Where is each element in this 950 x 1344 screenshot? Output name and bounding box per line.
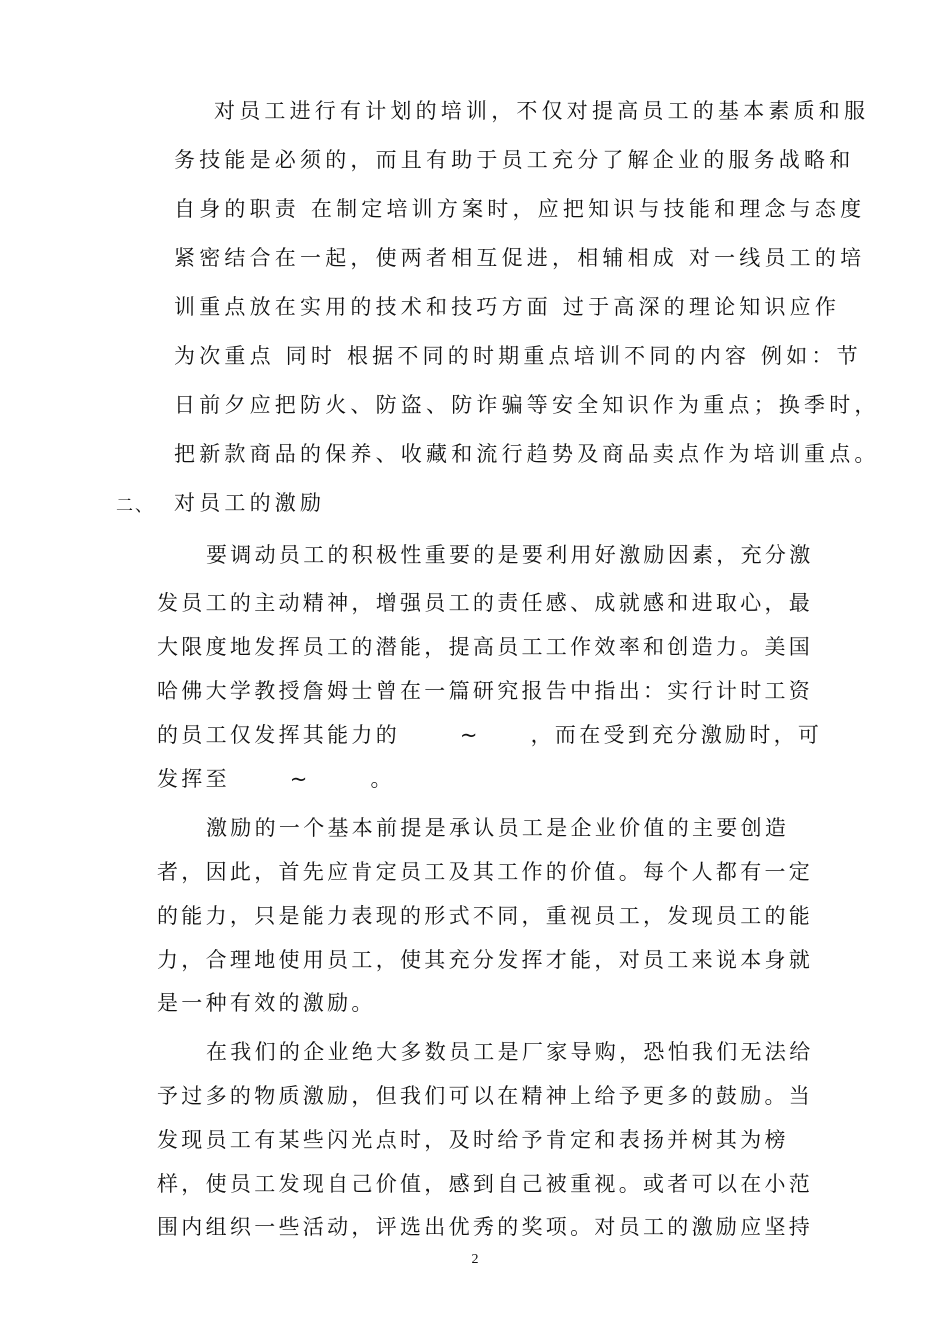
paragraph-line: 紧密结合在一起，使两者相互促进，相辅相成 对一线员工的培	[174, 246, 866, 270]
paragraph-line: 要调动员工的积极性重要的是要利用好激励因素，充分激	[206, 543, 814, 567]
section-number: 二、	[116, 496, 154, 516]
paragraph-line: 激励的一个基本前提是承认员工是企业价值的主要创造	[206, 816, 790, 840]
paragraph-line: 为次重点 同时 根据不同的时期重点培训不同的内容 例如：节	[174, 344, 862, 368]
paragraph-line: 的能力，只是能力表现的形式不同，重视员工，发现员工的能	[157, 904, 814, 928]
paragraph-line: 围内组织一些活动，评选出优秀的奖项。对员工的激励应坚持	[157, 1215, 814, 1239]
paragraph-line: 日前夕应把防火、防盗、防诈骗等安全知识作为重点；换季时，	[174, 393, 880, 417]
paragraph-line: 训重点放在实用的技术和技巧方面 过于高深的理论知识应作	[174, 295, 841, 319]
paragraph-line: 发员工的主动精神，增强员工的责任感、成就感和进取心，最	[157, 591, 814, 615]
paragraph-line: 力，合理地使用员工，使其充分发挥才能，对员工来说本身就	[157, 948, 814, 972]
paragraph-line: 哈佛大学教授詹姆士曾在一篇研究报告中指出：实行计时工资	[157, 679, 814, 703]
paragraph-line: 者，因此，首先应肯定员工及其工作的价值。每个人都有一定	[157, 860, 814, 884]
section-heading: 对员工的激励	[174, 491, 326, 515]
page-number: 2	[471, 1252, 479, 1267]
paragraph-line: 务技能是必须的，而且有助于员工充分了解企业的服务战略和	[174, 148, 855, 172]
paragraph-line: 在我们的企业绝大多数员工是厂家导购，恐怕我们无法给	[206, 1040, 814, 1064]
paragraph-line: 发挥至 ~ 。	[157, 767, 395, 791]
paragraph-line: 发现员工有某些闪光点时，及时给予肯定和表扬并树其为榜	[157, 1128, 789, 1152]
paragraph-line: 大限度地发挥员工的潜能，提高员工工作效率和创造力。美国	[157, 635, 814, 659]
paragraph-line: 是一种有效的激励。	[157, 991, 376, 1015]
paragraph-line: 把新款商品的保养、收藏和流行趋势及商品卖点作为培训重点。	[174, 442, 880, 466]
paragraph-line: 对员工进行有计划的培训，不仅对提高员工的基本素质和服	[214, 99, 870, 123]
paragraph-line: 的员工仅发挥其能力的 ~ ，而在受到充分激励时，可	[157, 723, 823, 747]
paragraph-line: 予过多的物质激励，但我们可以在精神上给予更多的鼓励。当	[157, 1084, 814, 1108]
paragraph-line: 样，使员工发现自己价值，感到自己被重视。或者可以在小范	[157, 1172, 814, 1196]
paragraph-line: 自身的职责 在制定培训方案时，应把知识与技能和理念与态度	[174, 197, 866, 221]
